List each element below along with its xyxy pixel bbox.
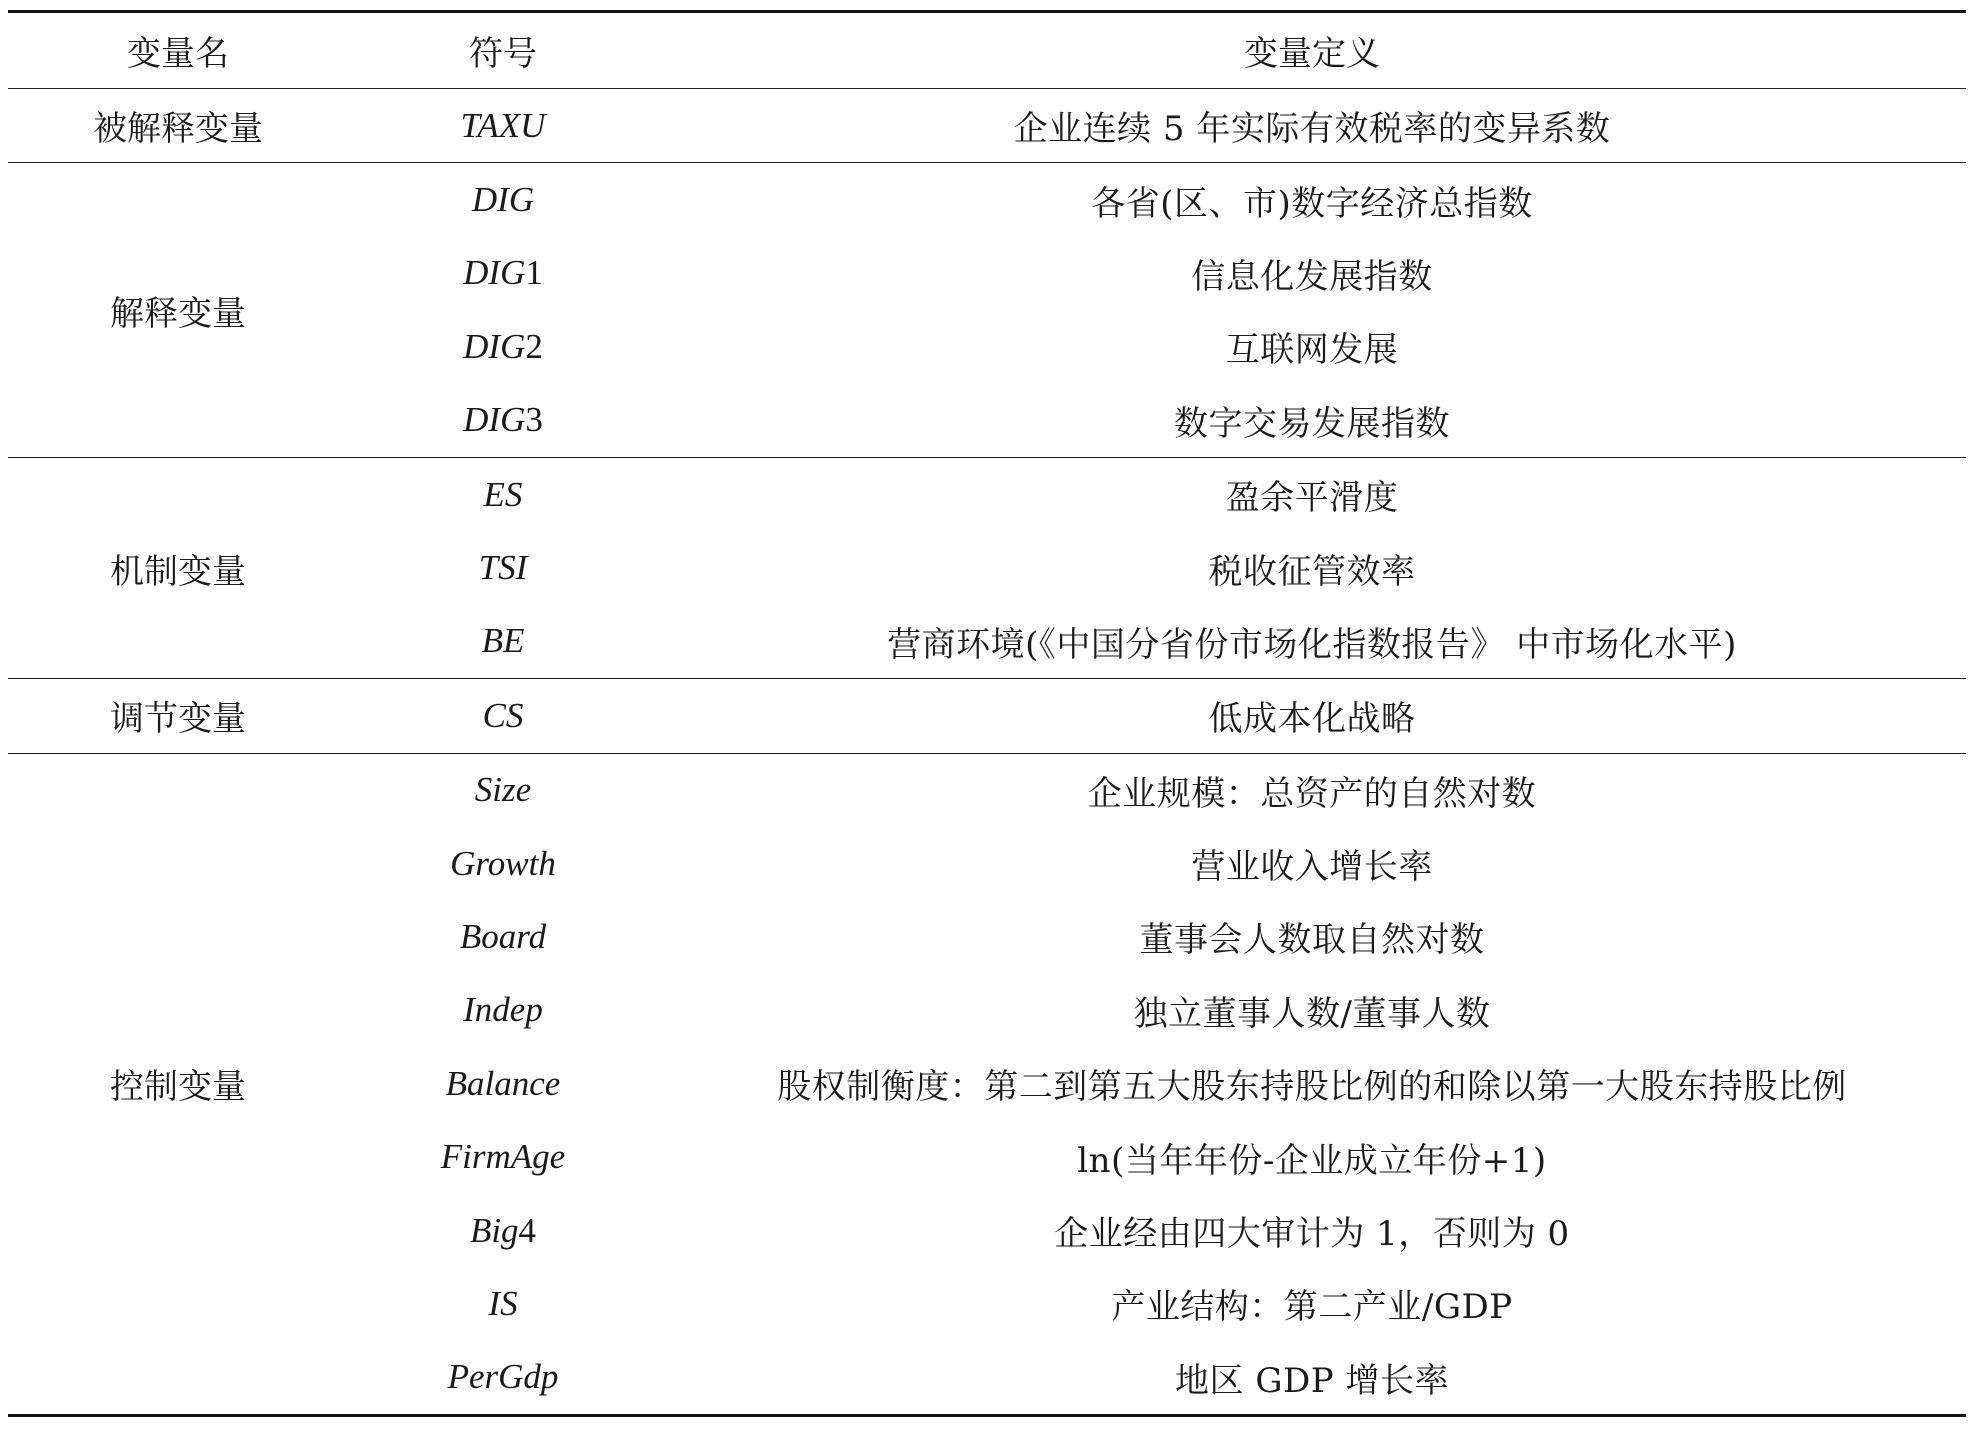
- variable-definition: 营商环境(《中国分省份市场化指数报告》 中市场化水平): [887, 624, 1737, 665]
- variable-group-name: 机制变量: [110, 551, 246, 592]
- table-row: [8, 457, 1966, 531]
- variable-definition: 企业连续 5 年实际有效税率的变异系数: [1013, 109, 1611, 150]
- variable-symbol: [348, 1047, 658, 1120]
- variable-symbol: [348, 310, 658, 383]
- variable-definition: 数字交易发展指数: [1174, 403, 1450, 444]
- variable-symbol-text: DIG: [463, 253, 526, 293]
- variable-symbol: [348, 1194, 658, 1267]
- variable-symbol-text: CS: [482, 695, 524, 735]
- variable-symbol: [348, 457, 658, 531]
- variable-definition: 税收征管效率: [1208, 551, 1416, 592]
- variable-group-name: 调节变量: [110, 699, 246, 740]
- header-variable-name: 变量名: [127, 34, 229, 74]
- table-row: [8, 163, 1966, 237]
- variable-symbol: [348, 679, 658, 753]
- header-symbol: 符号: [469, 34, 537, 74]
- variable-definition: 营业收入增长率: [1191, 847, 1433, 888]
- variable-symbol: [348, 163, 658, 237]
- variable-group-name: 被解释变量: [93, 109, 263, 150]
- variable-definition: 信息化发展指数: [1191, 256, 1433, 297]
- variable-symbol-number: 1: [525, 253, 543, 293]
- variable-symbol-text: BE: [481, 621, 525, 661]
- variable-symbol: [348, 605, 658, 679]
- variable-definition: 企业经由四大审计为 1，否则为 0: [1054, 1214, 1570, 1255]
- variable-symbol: [348, 1341, 658, 1416]
- variable-definition: 独立董事人数/董事人数: [1133, 993, 1491, 1034]
- variable-symbol-text: Size: [474, 770, 532, 810]
- variable-symbol-text: DIG: [463, 400, 526, 440]
- variable-symbol-number: 4: [518, 1210, 537, 1250]
- variable-group: [8, 457, 1966, 678]
- table-row: [8, 679, 1966, 753]
- variable-symbol-text: Growth: [450, 843, 556, 883]
- variable-definition-table: [8, 10, 1966, 1417]
- variable-definition: 低成本化战略: [1208, 699, 1416, 740]
- table-row: [8, 753, 1966, 827]
- variable-definition: 董事会人数取自然对数: [1139, 920, 1485, 961]
- variable-definition: 盈余平滑度: [1225, 478, 1399, 519]
- variable-symbol: [348, 384, 658, 458]
- variable-symbol: [348, 1120, 658, 1193]
- variable-symbol-number: 3: [525, 400, 543, 440]
- variable-group-name: 解释变量: [110, 293, 246, 334]
- variable-definition: 地区 GDP 增长率: [1175, 1360, 1449, 1401]
- variable-group: [8, 89, 1966, 163]
- variable-definition-table-container: [8, 10, 1966, 1417]
- variable-symbol-text: DIG: [471, 180, 535, 220]
- variable-symbol-text: Board: [459, 916, 547, 956]
- variable-symbol-number: 2: [525, 326, 543, 366]
- header-definition: 变量定义: [1244, 34, 1380, 74]
- variable-symbol: [348, 900, 658, 973]
- variable-symbol: [348, 974, 658, 1047]
- variable-symbol-text: DIG: [463, 326, 526, 366]
- variable-symbol-text: TAXU: [460, 105, 546, 145]
- variable-group: [8, 679, 1966, 753]
- variable-symbol-text: TSI: [478, 548, 528, 588]
- variable-symbol-text: Balance: [445, 1063, 561, 1103]
- variable-symbol: [348, 531, 658, 604]
- variable-definition: 各省(区、市)数字经济总指数: [1091, 183, 1533, 224]
- variable-symbol: [348, 1267, 658, 1340]
- variable-definition: 股权制衡度：第二到第五大股东持股比例的和除以第一大股东持股比例: [777, 1067, 1847, 1108]
- variable-symbol: [348, 827, 658, 900]
- variable-symbol-text: ES: [483, 474, 523, 514]
- table-row: [8, 89, 1966, 163]
- variable-symbol-text: PerGdp: [447, 1357, 559, 1397]
- variable-definition: 产业结构：第二产业/GDP: [1111, 1287, 1513, 1328]
- variable-symbol-text: Big: [469, 1210, 519, 1250]
- variable-definition: ln(当年年份-企业成立年份+1): [1077, 1140, 1547, 1181]
- variable-definition: 企业规模：总资产的自然对数: [1087, 773, 1537, 814]
- variable-symbol-text: Indep: [463, 990, 543, 1030]
- variable-symbol: [348, 89, 658, 163]
- variable-symbol-text: FirmAge: [440, 1137, 566, 1177]
- variable-symbol-text: IS: [488, 1283, 518, 1323]
- variable-symbol: [348, 237, 658, 310]
- table-header: [8, 12, 1966, 89]
- header-row: [8, 12, 1966, 89]
- variable-group: [8, 163, 1966, 458]
- variable-group-name: 控制变量: [110, 1067, 246, 1108]
- variable-group: [8, 753, 1966, 1416]
- variable-symbol: [348, 753, 658, 827]
- variable-definition: 互联网发展: [1225, 330, 1399, 371]
